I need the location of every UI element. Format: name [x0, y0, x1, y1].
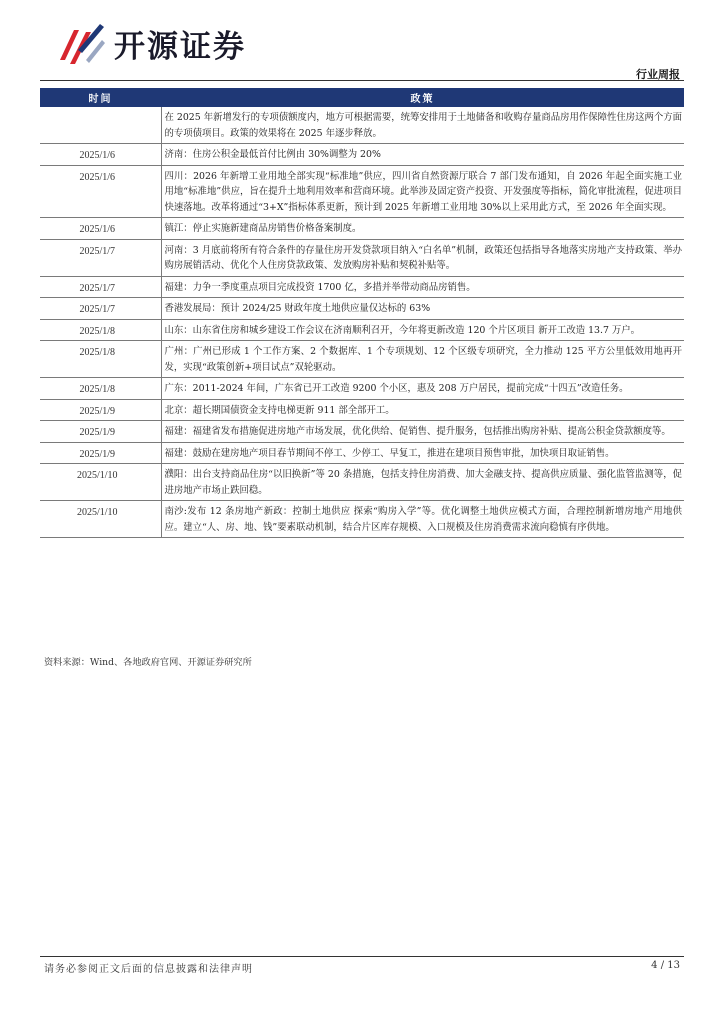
row-date: 2025/1/8	[40, 341, 161, 378]
row-policy: 镇江：停止实施新建商品房销售价格备案制度。	[161, 218, 684, 240]
row-policy: 濮阳：出台支持商品住房“以旧换新”等 20 条措施，包括支持住房消费、加大金融支持、提高供应质量、强化监管监测等，促进房地产市场止跌回稳。	[161, 464, 684, 501]
policy-table	[40, 88, 684, 538]
row-policy: 河南：3 月底前将所有符合条件的存量住房开发贷款项目纳入“白名单”机制，政策还包括指导各地落实房地产支持政策、举办购房展销活动、优化个人住房贷款政策、发放购房补贴和契税补贴等。	[161, 239, 684, 276]
table-row	[40, 276, 684, 298]
disclaimer-note: 请务必参阅正文后面的信息披露和法律声明	[44, 964, 253, 975]
row-policy: 福建：鼓励在建房地产项目春节期间不停工、少停工、早复工，推进在建项目预售审批，加快项目取证销售。	[161, 442, 684, 464]
row-policy: 广东：2011-2024 年间，广东省已开工改造 9200 个小区，惠及 208 万户居民，提前完成“十四五”改造任务。	[161, 378, 684, 400]
footer-divider	[40, 956, 684, 957]
row-date: 2025/1/7	[40, 239, 161, 276]
row-date: 2025/1/9	[40, 399, 161, 421]
row-date: 2025/1/10	[40, 464, 161, 501]
row-date: 2025/1/8	[40, 378, 161, 400]
brand-name: 开源证券	[114, 28, 246, 65]
row-policy: 山东：山东省住房和城乡建设工作会议在济南顺利召开，今年将更新改造 120 个片区项目 新开工改造 13.7 万户。	[161, 319, 684, 341]
table-row	[40, 239, 684, 276]
table-row	[40, 442, 684, 464]
row-policy: 南沙:发布 12 条房地产新政：控制土地供应 探索“购房入学”等。优化调整土地供应模式方面，合理控制新增房地产用地供应。建立“人、房、地、钱”要素联动机制，结合片区库存规模、入口规模及住房消费需求流向稳慎有序供地。	[161, 501, 684, 538]
row-date: 2025/1/9	[40, 421, 161, 443]
row-date: 2025/1/6	[40, 165, 161, 218]
page-number: 4 / 13	[651, 960, 680, 971]
header-divider	[40, 80, 684, 81]
row-date: 2025/1/6	[40, 218, 161, 240]
table-row	[40, 218, 684, 240]
row-date: 2025/1/7	[40, 276, 161, 298]
policy-table-container	[40, 88, 684, 538]
table-row	[40, 464, 684, 501]
row-date: 2025/1/9	[40, 442, 161, 464]
table-row	[40, 319, 684, 341]
row-policy: 在 2025 年新增发行的专项债额度内，地方可根据需要，统筹安排用于土地储备和收购存量商品房用作保障性住房这两个方面的专项债项目。政策的效果将在 2025 年逐步释放。	[161, 107, 684, 144]
row-policy: 广州：广州已形成 1 个工作方案、2 个数据库、1 个专项规划、12 个区级专项研究，全力推动 125 平方公里低效用地再开发，实现“政策创新+项目试点”双轮驱动。	[161, 341, 684, 378]
row-date: 2025/1/8	[40, 319, 161, 341]
table-row	[40, 165, 684, 218]
column-header-policy: 政策	[161, 88, 684, 107]
brand-logo-icon	[56, 20, 106, 66]
row-policy: 福建：力争一季度重点项目完成投资 1700 亿，多措并举带动商品房销售。	[161, 276, 684, 298]
table-header-row	[40, 88, 684, 107]
document-type: 行业周报	[636, 68, 680, 81]
row-policy: 香港发展局：预计 2024/25 财政年度土地供应量仅达标的 63%	[161, 298, 684, 320]
table-row	[40, 298, 684, 320]
row-policy: 北京：超长期国债资金支持电梯更新 911 部全部开工。	[161, 399, 684, 421]
table-row	[40, 144, 684, 166]
table-row	[40, 107, 684, 144]
row-policy: 济南：住房公积金最低首付比例由 30%调整为 20%	[161, 144, 684, 166]
column-header-date: 时间	[40, 88, 161, 107]
row-policy: 福建：福建省发布措施促进房地产市场发展，优化供给、促销售、提升服务，包括推出购房补贴、提高公积金贷款额度等。	[161, 421, 684, 443]
row-date	[40, 107, 161, 144]
brand-logo	[56, 18, 246, 68]
row-date: 2025/1/10	[40, 501, 161, 538]
table-row	[40, 341, 684, 378]
source-note: 资料来源：Wind、各地政府官网、开源证券研究所	[44, 657, 252, 668]
table-row	[40, 378, 684, 400]
table-row	[40, 501, 684, 538]
table-row	[40, 399, 684, 421]
row-policy: 四川：2026 年新增工业用地全部实现“标准地”供应，四川省自然资源厅联合 7 部门发布通知，自 2026 年起全面实施工业用地“标准地”供应，旨在提升土地利用效率和营商环境。此举涉及固定资产投资、开发强度等指标，简化审批流程，促进项目快速落地。改革将通过“3+X”指标体系更新，预计到 2025 年新增工业用地 30%以上采用此方式，至 2026 年全面实现。	[161, 165, 684, 218]
table-row	[40, 421, 684, 443]
row-date: 2025/1/7	[40, 298, 161, 320]
row-date: 2025/1/6	[40, 144, 161, 166]
